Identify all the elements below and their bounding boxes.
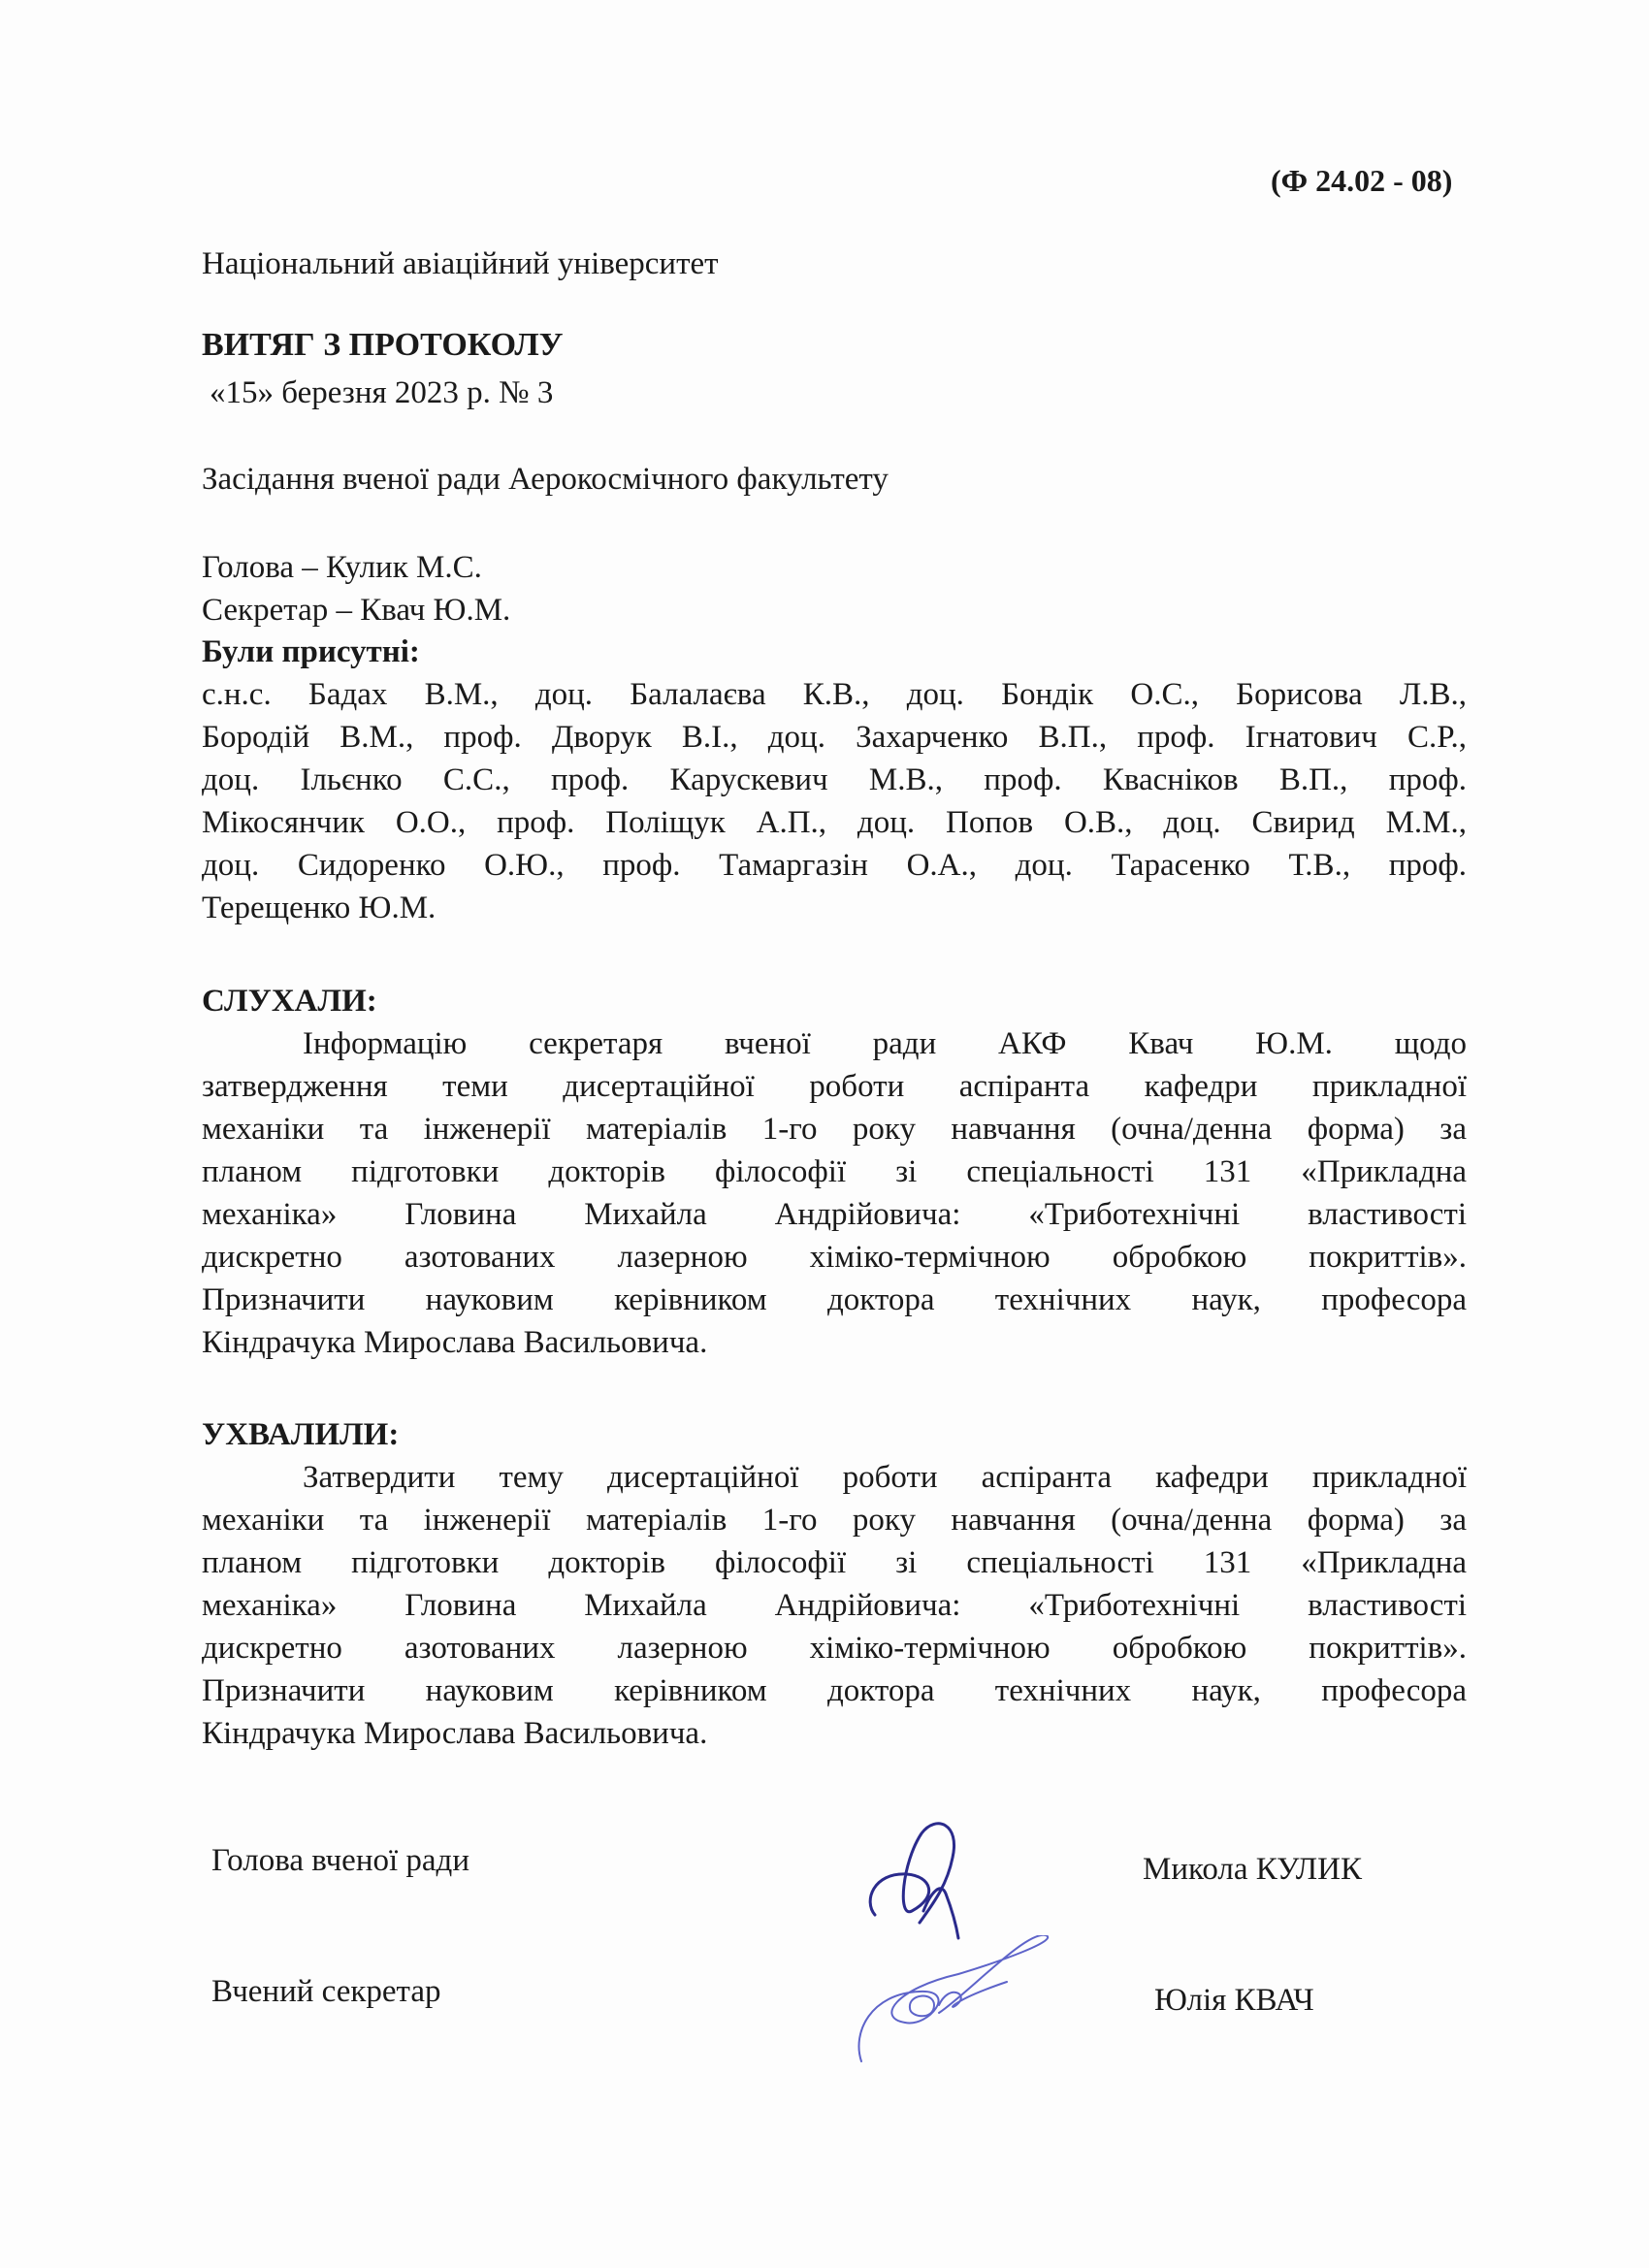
present-heading: Були присутні: bbox=[202, 634, 420, 669]
heard-line: дискретно азотованих лазерною хіміко-термічною обробкою покриттів». bbox=[202, 1240, 1467, 1275]
secretary-role-label: Вчений секретар bbox=[211, 1974, 441, 2009]
resolved-line: Кіндрачука Мирослава Васильовича. bbox=[202, 1716, 708, 1751]
heard-line: механіка» Гловина Михайла Андрійовича: «Триботехнічні властивості bbox=[202, 1197, 1467, 1232]
attendees-line: Мікосянчик О.О., проф. Поліщук А.П., доц. Попов О.В., доц. Свирид М.М., bbox=[202, 805, 1467, 840]
attendees-line: с.н.с. Бадах В.М., доц. Балалаєва К.В., доц. Бондік О.С., Борисова Л.В., bbox=[202, 677, 1467, 712]
attendees-line: доц. Сидоренко О.Ю., проф. Тамаргазін О.А., доц. Тарасенко Т.В., проф. bbox=[202, 848, 1467, 883]
chair-signature bbox=[854, 1814, 970, 1950]
date-and-number: «15» березня 2023 р. № 3 bbox=[210, 375, 554, 410]
form-code: (Ф 24.02 - 08) bbox=[1271, 163, 1453, 198]
attendees-line: доц. Ільєнко С.С., проф. Карускевич М.В., проф. Квасніков В.П., проф. bbox=[202, 762, 1467, 797]
resolved-line: Затвердити тему дисертаційної роботи аспіранта кафедри прикладної bbox=[303, 1460, 1467, 1495]
heard-line: механіки та інженерії матеріалів 1-го року навчання (очна/денна форма) за bbox=[202, 1112, 1467, 1147]
resolved-line: механіка» Гловина Михайла Андрійовича: «Триботехнічні властивості bbox=[202, 1588, 1467, 1623]
resolved-line: дискретно азотованих лазерною хіміко-термічною обробкою покриттів». bbox=[202, 1631, 1467, 1666]
document-title: ВИТЯГ З ПРОТОКОЛУ bbox=[202, 327, 564, 363]
heard-line: затвердження теми дисертаційної роботи аспіранта кафедри прикладної bbox=[202, 1069, 1467, 1104]
secretary-line: Секретар – Квач Ю.М. bbox=[202, 593, 511, 628]
heard-heading: СЛУХАЛИ: bbox=[202, 984, 377, 1019]
heard-line: Кіндрачука Мирослава Васильовича. bbox=[202, 1325, 708, 1360]
resolved-line: планом підготовки докторів філософії зі спеціальності 131 «Прикладна bbox=[202, 1545, 1467, 1580]
resolved-line: механіки та інженерії матеріалів 1-го року навчання (очна/денна форма) за bbox=[202, 1503, 1467, 1538]
chair-role-label: Голова вченої ради bbox=[211, 1843, 469, 1878]
heard-line: Призначити науковим керівником доктора технічних наук, професора bbox=[202, 1282, 1467, 1317]
heard-line: Інформацію секретаря вченої ради АКФ Квач Ю.М. щодо bbox=[303, 1026, 1467, 1061]
resolved-heading: УХВАЛИЛИ: bbox=[202, 1417, 400, 1452]
chair-line: Голова – Кулик М.С. bbox=[202, 550, 482, 585]
secretary-signature bbox=[852, 1935, 1065, 2071]
chair-name: Микола КУЛИК bbox=[1143, 1852, 1363, 1887]
institution-name: Національний авіаційний університет bbox=[202, 246, 719, 281]
attendees-line: Бородій В.М., проф. Дворук В.І., доц. Захарченко В.П., проф. Ігнатович С.Р., bbox=[202, 720, 1467, 755]
secretary-name: Юлія КВАЧ bbox=[1154, 1983, 1314, 2018]
meeting-description: Засідання вченої ради Аерокосмічного факультету bbox=[202, 462, 889, 497]
resolved-line: Призначити науковим керівником доктора технічних наук, професора bbox=[202, 1673, 1467, 1708]
attendees-line: Терещенко Ю.М. bbox=[202, 891, 436, 925]
heard-line: планом підготовки докторів філософії зі спеціальності 131 «Прикладна bbox=[202, 1154, 1467, 1189]
